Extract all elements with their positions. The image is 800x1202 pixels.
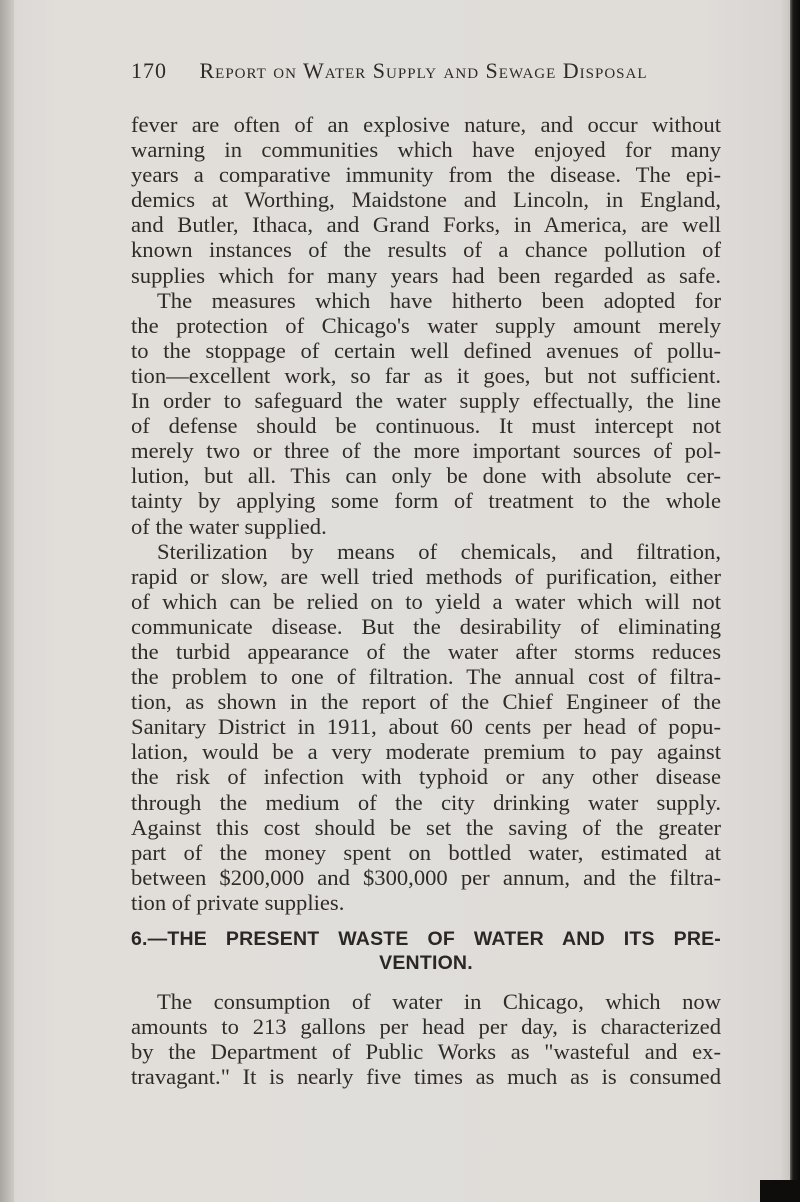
text-line: communicate disease. But the desirability of eliminating	[131, 613, 721, 639]
paragraph-1	[131, 112, 721, 288]
paragraph-3	[131, 539, 721, 915]
text-line: of the water supplied.	[131, 513, 327, 539]
text-line: to the stoppage of certain well defined avenues of pollu-	[131, 337, 721, 363]
text-line: tion—excellent work, so far as it goes, but not sufficient.	[131, 362, 721, 388]
text-line: the risk of infection with typhoid or any other disease	[131, 764, 721, 790]
text-line: of which can be relied on to yield a water which will not	[131, 588, 721, 614]
text-line: through the medium of the city drinking water supply.	[131, 789, 721, 815]
text-line: tion of private supplies.	[131, 889, 345, 915]
text-line: years a comparative immunity from the disease. The epi-	[131, 162, 721, 188]
text-line: the turbid appearance of the water after storms reduces	[131, 638, 721, 664]
page-gutter-shadow	[0, 0, 14, 1202]
text-line: and Butler, Ithaca, and Grand Forks, in America, are well	[131, 212, 721, 238]
binding-corner	[760, 1180, 800, 1202]
text-line: Against this cost should be set the saving of the greater	[131, 814, 721, 840]
text-line: The consumption of water in Chicago, which now	[157, 989, 721, 1014]
text-line: of defense should be continuous. It must intercept not	[131, 413, 721, 439]
text-line: the problem to one of filtration. The annual cost of filtra-	[131, 664, 721, 690]
text-line: lution, but all. This can only be done with absolute cer-	[131, 463, 721, 489]
text-line: In order to safeguard the water supply effectually, the line	[131, 388, 721, 414]
text-line: tion, as shown in the report of the Chief Engineer of the	[131, 689, 721, 715]
text-line: rapid or slow, are well tried methods of purification, either	[131, 563, 721, 589]
body-text	[131, 112, 721, 1089]
text-line: tainty by applying some form of treatment to the whole	[131, 488, 721, 514]
text-line: amounts to 213 gallons per head per day, is characterized	[131, 1014, 721, 1040]
text-line: known instances of the results of a chance pollution of	[131, 237, 721, 263]
heading-line: VENTION.	[379, 952, 473, 974]
text-line: Sanitary District in 1911, about 60 cents per head of popu-	[131, 714, 721, 740]
paragraph-2	[131, 288, 721, 539]
text-line: travagant." It is nearly five times as much as is consumed	[131, 1064, 721, 1090]
running-title: Report on Water Supply and Sewage Disposal	[199, 58, 648, 83]
text-line: supplies which for many years had been regarded as safe.	[131, 262, 721, 288]
paragraph-4	[131, 989, 721, 1089]
text-line: Sterilization by means of chemicals, and filtration,	[157, 538, 721, 564]
text-line: The measures which have hitherto been adopted for	[157, 287, 721, 313]
heading-line: 6.—THE PRESENT WASTE OF WATER AND ITS PRE-	[131, 928, 721, 950]
text-line: merely two or three of the more important sources of pol-	[131, 438, 721, 464]
section-heading	[131, 927, 721, 975]
running-header	[131, 58, 751, 98]
text-line: between $200,000 and $300,000 per annum, and the filtra-	[131, 864, 721, 890]
text-line: demics at Worthing, Maidstone and Lincoln, in England,	[131, 187, 721, 213]
text-line: fever are often of an explosive nature, and occur without	[131, 112, 721, 137]
page-number: 170	[131, 58, 167, 83]
text-line: the protection of Chicago's water supply amount merely	[131, 312, 721, 338]
text-line: part of the money spent on bottled water, estimated at	[131, 839, 721, 865]
book-binding-edge	[790, 0, 800, 1202]
text-line: by the Department of Public Works as "wasteful and ex-	[131, 1039, 721, 1065]
text-line: warning in communities which have enjoyed for many	[131, 137, 721, 163]
text-line: lation, would be a very moderate premium to pay against	[131, 739, 721, 765]
